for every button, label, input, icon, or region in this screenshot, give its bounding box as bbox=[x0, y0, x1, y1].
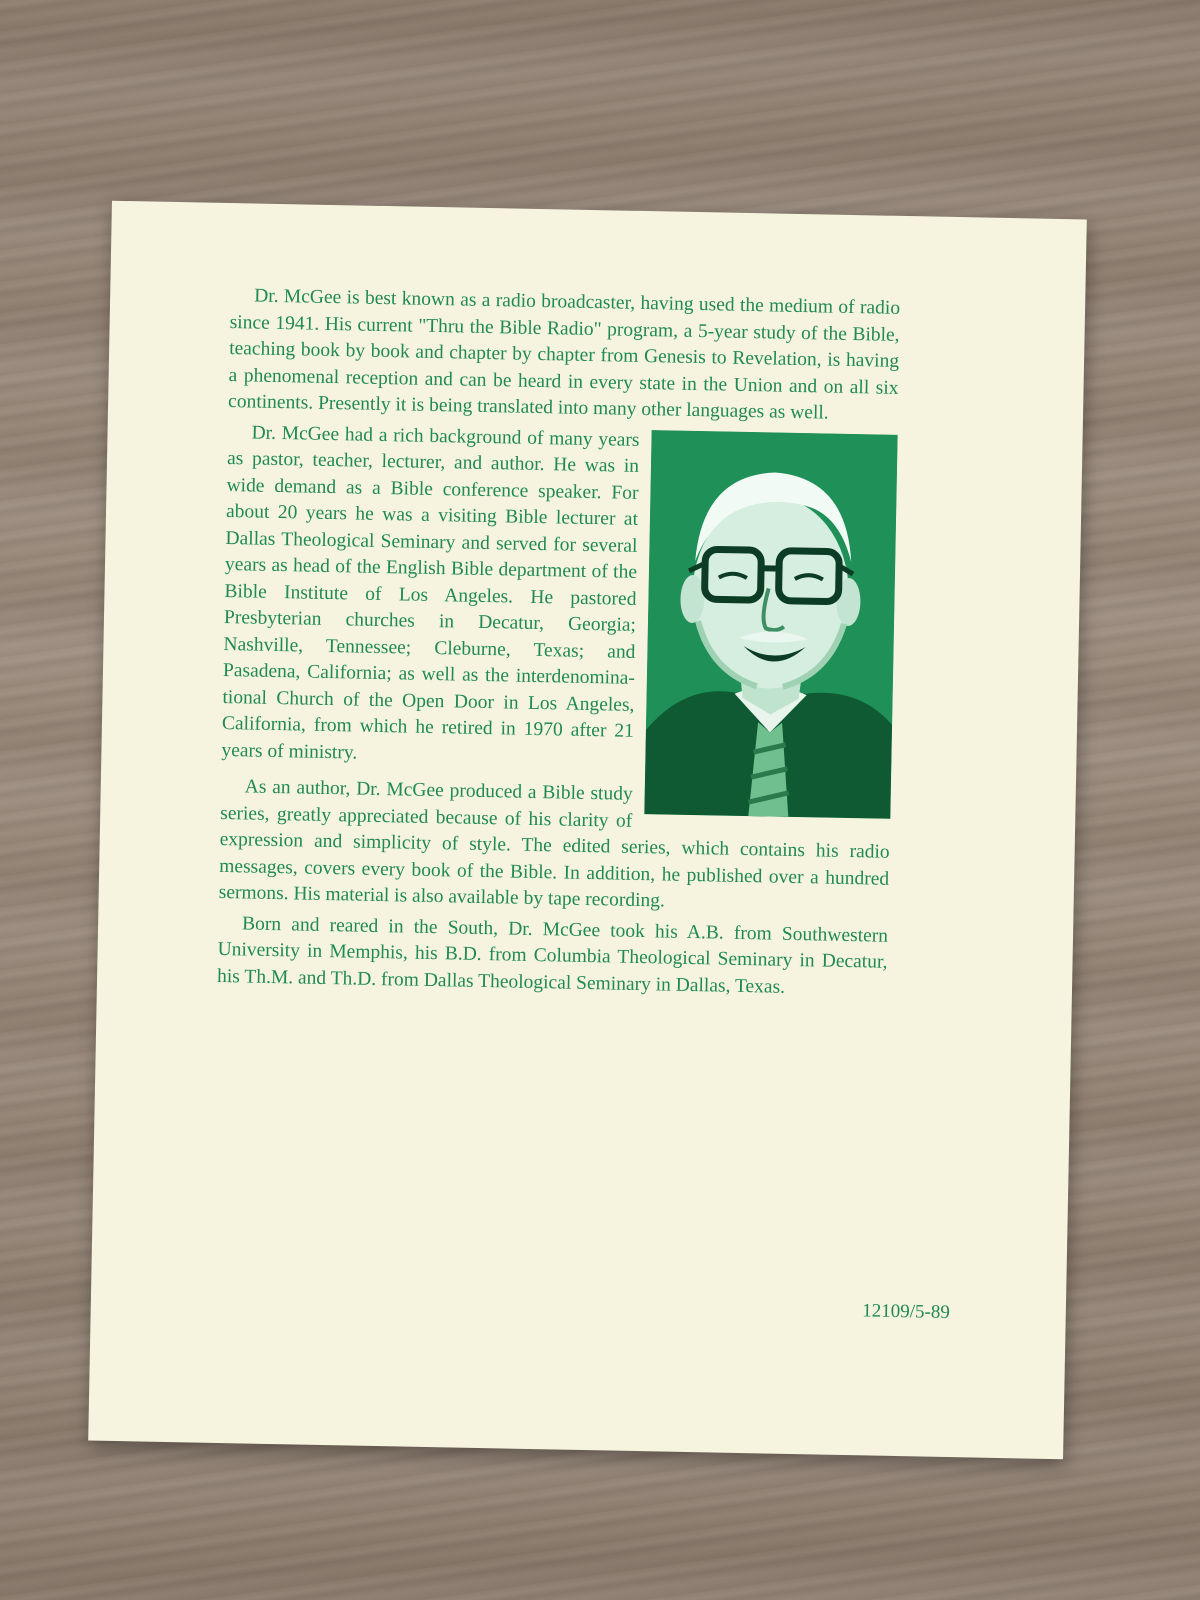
bio-paragraph-background: Dr. McGee had a rich background of many years as pastor, teacher, lecturer, and author. He was in wide demand as a Bible conference speaker. For about 20 years he was a visiting Bible lecturer at Dallas Theological Seminary and served for several years as head of the English Bible department of the Bible Institute of Los Angeles. He pastored Presbyterian churches in Decatur, Georgia; Nashville, Tennessee; Cleburne, Texas; and Pasadena, California; as well as the interdenomina-tional Church of the Open Door in Los Angeles, California, from which he retired in 1970 after 21 years of ministry. bbox=[221, 421, 640, 764]
bio-paragraph-author: As an author, Dr. McGee produced a Bible study series, greatly appreciated because of his clarity of expression and simplicity of style. The edited series, which contains his radio messages, covers every book of the Bible. In addition, he published over a hundred sermons. His material is also available by tape recording. bbox=[218, 776, 890, 912]
author-bio bbox=[217, 283, 901, 1007]
author-portrait-photo bbox=[644, 430, 897, 819]
bio-paragraph-education: Born and reared in the South, Dr. McGee took his A.B. from Southwestern University in Memphis, his B.D. from Columbia Theological Seminary in Decatur, his Th.M. and Th.D. from Dallas Theological Seminary in Dallas, Texas. bbox=[216, 912, 889, 998]
book-back-cover bbox=[88, 201, 1087, 1459]
bio-paragraph-radio: Dr. McGee is best known as a radio broadcaster, having used the medium of radio since 1941. His current "Thru the Bible Radio" program, a 5-year study of the Bible, teaching book by book and chapter by chapter from Genesis to Revelation, is having a phenomenal reception and can be heard in every state in the Union and on all six continents. Presently it is being translated into many other languages as well. bbox=[227, 285, 901, 424]
catalog-number: 12109/5-89 bbox=[862, 1300, 951, 1324]
